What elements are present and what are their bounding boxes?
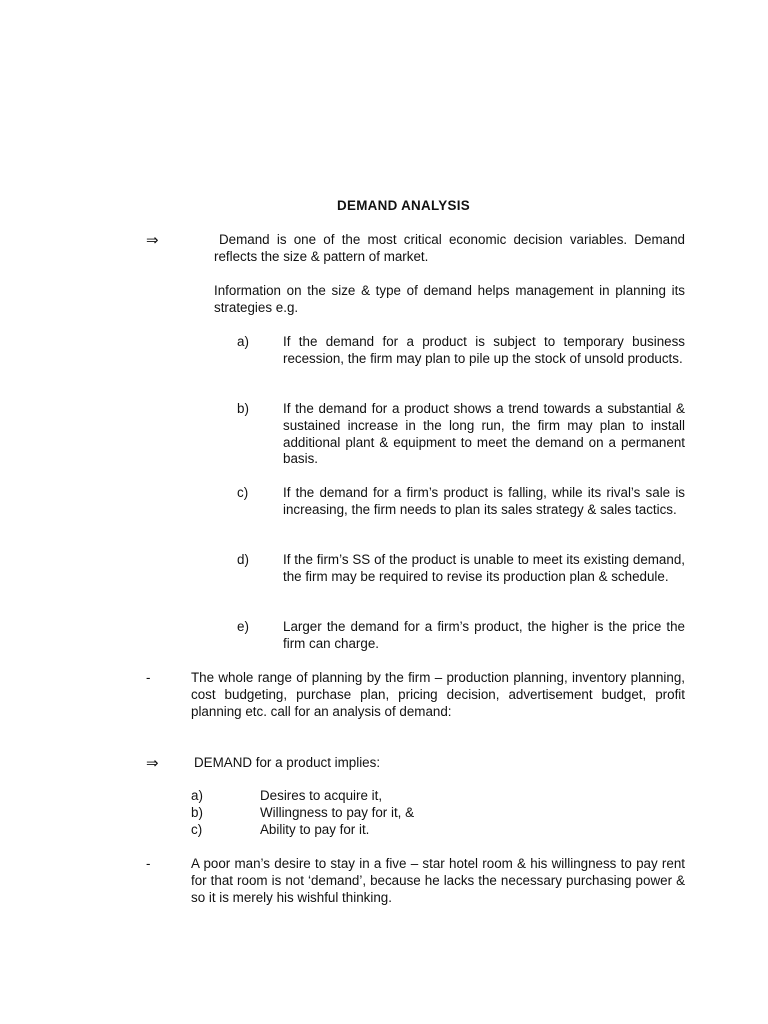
list-item-text: Larger the demand for a firm’s product, the higher is the price the firm can charge.: [283, 619, 685, 651]
arrow-bullet-icon: ⇒: [146, 754, 159, 772]
list-item-label: b): [191, 805, 203, 820]
list-item-label: d): [237, 552, 249, 567]
list-item-text: Willingness to pay for it, &: [260, 805, 415, 820]
intro-paragraph-2: Information on the size & type of demand helps management in planning its strategies e.g.: [214, 283, 685, 315]
list-item-label: c): [191, 822, 203, 837]
planning-paragraph: The whole range of planning by the firm – production planning, inventory planning, cost budgeting, purchase plan, pricing decision, advertisement budget, profit planning etc. call for an analysis of demand:: [191, 670, 685, 719]
list-item-label: b): [237, 401, 249, 416]
dash-bullet: -: [146, 856, 151, 871]
list-item-text: Desires to acquire it,: [260, 788, 383, 803]
dash-bullet: -: [146, 670, 151, 685]
list-item-text: Ability to pay for it.: [260, 822, 370, 837]
list-item-text: If the demand for a firm’s product is falling, while its rival’s sale is increasing, the firm needs to plan its sales strategy & sales tactics.: [283, 485, 685, 517]
demand-implies-heading: DEMAND for a product implies:: [194, 755, 381, 770]
arrow-bullet-icon: ⇒: [146, 231, 159, 249]
list-item-label: a): [191, 788, 203, 803]
list-item-text: If the demand for a product shows a trend towards a substantial & sustained increase in the long run, the firm may plan to install additional plant & equipment to meet the demand on a permanent basis.: [283, 401, 685, 467]
list-item-text: If the firm’s SS of the product is unable to meet its existing demand, the firm may be required to revise its production plan & schedule.: [283, 552, 685, 584]
list-item-label: e): [237, 619, 249, 634]
poor-man-paragraph: A poor man’s desire to stay in a five – star hotel room & his willingness to pay rent for that room is not ‘demand’, because he lacks the necessary purchasing power & so it is merely his wishful thinking.: [191, 856, 685, 905]
list-item-label: a): [237, 334, 249, 349]
document-title: DEMAND ANALYSIS: [337, 198, 470, 213]
intro-paragraph: Demand is one of the most critical economic decision variables. Demand reflects the size & pattern of market.: [214, 232, 685, 264]
list-item-text: If the demand for a product is subject to temporary business recession, the firm may plan to pile up the stock of unsold products.: [283, 334, 685, 366]
list-item-label: c): [237, 485, 249, 500]
